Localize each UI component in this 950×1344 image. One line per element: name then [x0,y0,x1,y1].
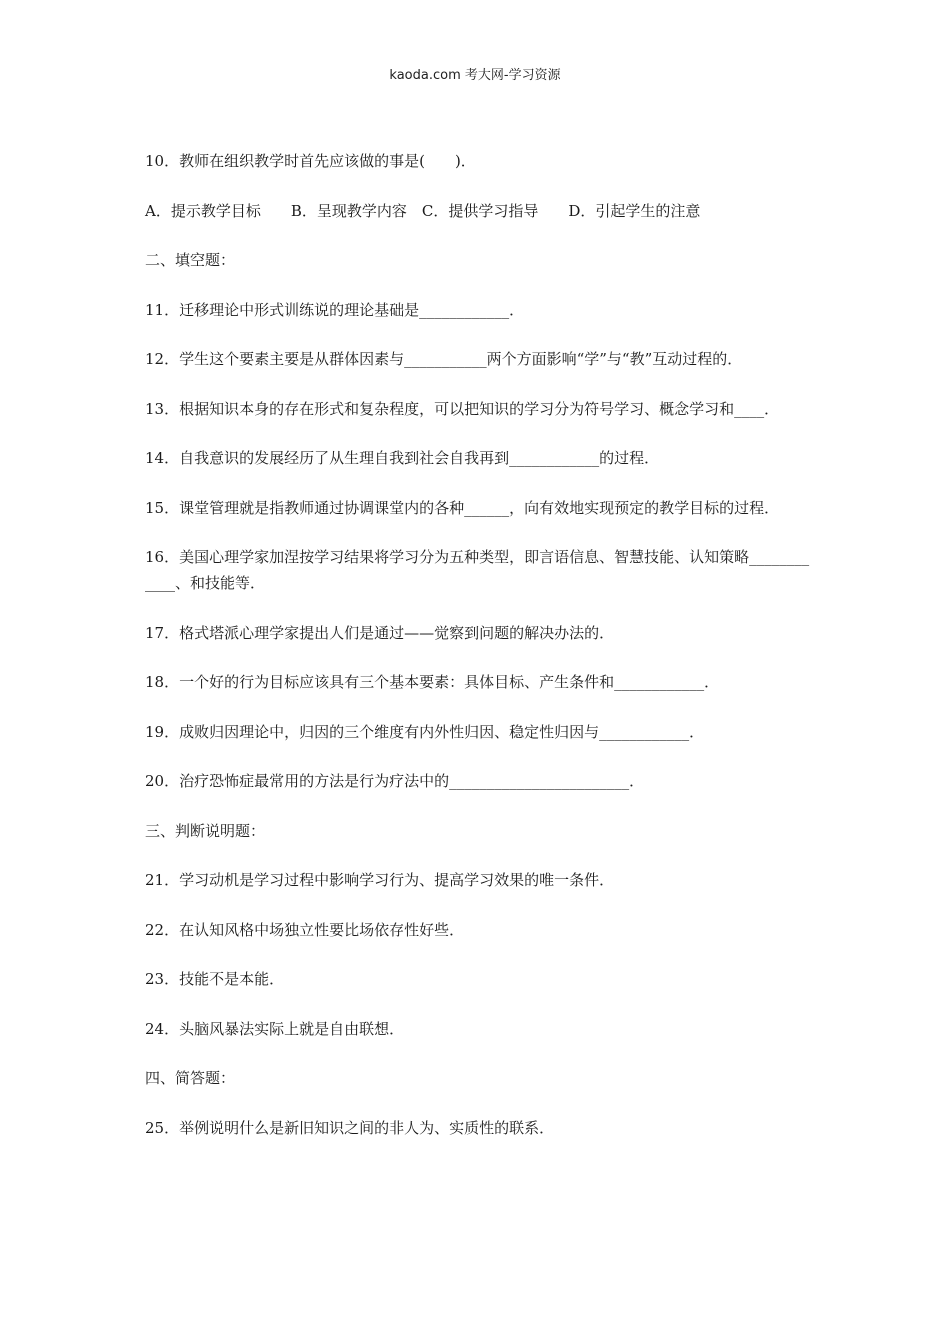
question-17: 17．格式塔派心理学家提出人们是通过——觉察到问题的解决办法的． [145,623,615,642]
page-header: kaoda.com 考大网-学习资源 [389,68,561,83]
question-20: 20．治疗恐怖症最常用的方法是行为疗法中的________________________． [145,772,645,790]
question-11: 11．迁移理论中形式训练说的理论基础是____________． [145,300,525,319]
question-14: 14．自我意识的发展经历了从生理自我到社会自我再到____________的过程． [145,449,660,467]
question-25: 25．举例说明什么是新旧知识之间的非人为、实质性的联系． [145,1118,555,1137]
question-10: 10．教师在组织教学时首先应该做的事是( )． [145,152,476,170]
section-heading-short-answer: 四、简答题： [145,1069,236,1087]
section-heading-judgement: 三、判断说明题： [145,821,266,840]
question-23: 23．技能不是本能． [145,970,285,988]
question-19: 19．成败归因理论中，归因的三个维度有内外性归因、稳定性归因与____________． [145,722,705,741]
question-24: 24．头脑风暴法实际上就是自由联想． [145,1019,405,1038]
question-18: 18．一个好的行为目标应该具有三个基本要素：具体目标、产生条件和____________． [145,673,720,691]
question-12: 12．学生这个要素主要是从群体因素与___________两个方面影响“学”与“教”互动过程的． [145,350,743,368]
question-16: 16．美国心理学家加涅按学习结果将学习分为五种类型，即言语信息、智慧技能、认知策略____________、和技能等． [145,548,810,592]
question-21: 21．学习动机是学习过程中影响学习行为、提高学习效果的唯一条件． [145,871,615,889]
document-body [145,148,810,1164]
question-15: 15．课堂管理就是指教师通过协调课堂内的各种______，向有效地实现预定的教学目标的过程． [145,498,780,517]
question-10-options: A．提示教学目标 B．呈现教学内容 C．提供学习指导 D．引起学生的注意 [145,201,701,220]
question-22: 22．在认知风格中场独立性要比场依存性好些． [145,920,465,939]
question-13: 13．根据知识本身的存在形式和复杂程度，可以把知识的学习分为符号学习、概念学习和____． [145,399,780,418]
section-heading-fill-in: 二、填空题： [145,251,236,269]
